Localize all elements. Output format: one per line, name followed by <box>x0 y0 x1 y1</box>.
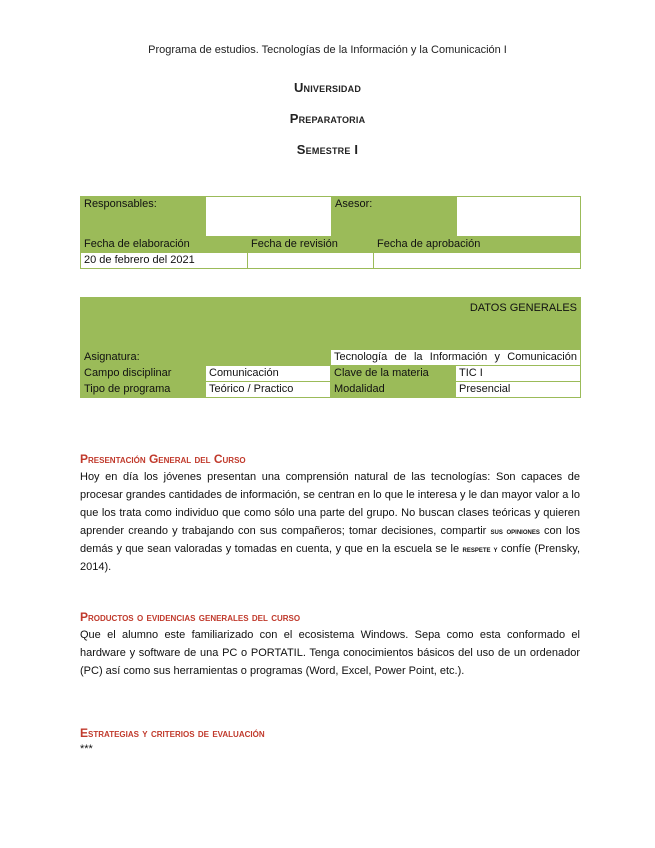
campo-label: Campo disciplinar <box>81 366 206 382</box>
title-universidad: Universidad <box>293 80 362 95</box>
productos-heading: Productos o evidencias generales del curso <box>80 610 301 624</box>
clave-value: TIC I <box>456 366 581 382</box>
modalidad-label: Modalidad <box>331 382 456 398</box>
title-semestre: Semestre I <box>296 142 359 157</box>
responsables-label: Responsables: <box>81 197 206 237</box>
presentacion-heading: Presentación General del Curso <box>80 452 246 466</box>
datos-generales-table <box>80 297 581 398</box>
productos-paragraph: Que el alumno este familiarizado con el ecosistema Windows. Sepa como esta conformado el hardware y software de una PC o PORTATIL. Tenga conocimientos básicos del uso de un ordenador (PC) así como sus herramientas o programas (Word, Excel, Power Point, etc.). <box>80 629 580 677</box>
fecha-revision-label: Fecha de revisión <box>248 237 374 253</box>
tipo-label: Tipo de programa <box>81 382 206 398</box>
asesor-value[interactable] <box>457 197 581 237</box>
fecha-revision-value[interactable] <box>248 253 374 269</box>
title-preparatoria: Preparatoria <box>289 111 366 126</box>
opiniones-emphasis: sus opiniones <box>490 526 540 536</box>
campo-value: Comunicación <box>206 366 331 382</box>
responsables-table <box>80 196 581 269</box>
presentacion-paragraph: Hoy en día los jóvenes presentan una comprensión natural de las tecnologías: Son capaces de procesar grandes cantidades de información, se centran en lo que le interesa y le dan mayor valor a lo que los trata como individuo que como sólo una parte del grupo. No buscan clases teóricas y quieren aprender creando y trabajando con sus compañeros; tomar decisiones, compartir sus opiniones con los demás y que sean valoradas y tomadas en cuenta, y que en la escuela se le respete y confíe (Prensky, 2014). <box>80 471 581 573</box>
estrategias-heading: Estrategias y criterios de evaluación <box>80 726 265 740</box>
datos-generales-heading: DATOS GENERALES <box>81 298 581 350</box>
fecha-aprobacion-value[interactable] <box>374 253 581 269</box>
fecha-elaboracion-label: Fecha de elaboración <box>81 237 248 253</box>
tipo-value: Teórico / Practico <box>206 382 331 398</box>
page-header: Programa de estudios. Tecnologías de la Información y la Comunicación I <box>148 44 507 56</box>
asignatura-value: Tecnología de la Información y Comunicación <box>331 350 581 366</box>
respete-emphasis: respete y <box>462 544 498 554</box>
responsables-value[interactable] <box>206 197 332 237</box>
clave-label: Clave de la materia <box>331 366 456 382</box>
estrategias-paragraph: *** <box>80 743 93 755</box>
modalidad-value: Presencial <box>456 382 581 398</box>
asesor-label: Asesor: <box>332 197 457 237</box>
asignatura-label: Asignatura: <box>81 350 331 366</box>
fecha-aprobacion-label: Fecha de aprobación <box>374 237 581 253</box>
fecha-elaboracion-value[interactable]: 20 de febrero del 2021 <box>81 253 248 269</box>
